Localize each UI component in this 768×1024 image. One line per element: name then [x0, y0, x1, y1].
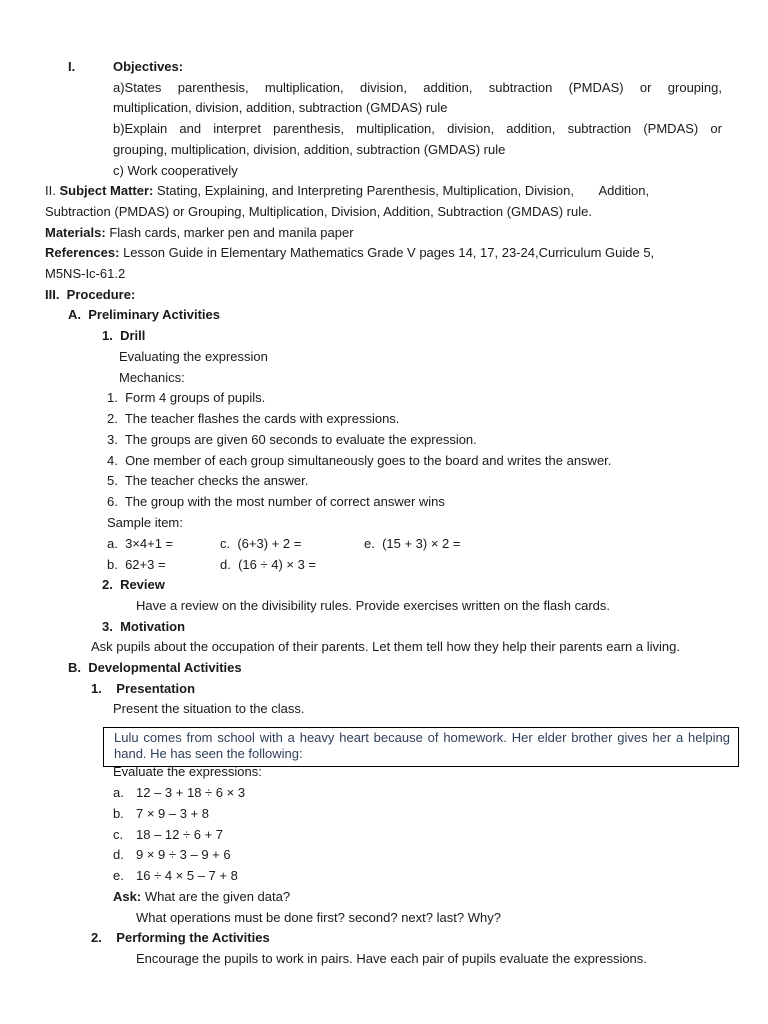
- motivation-heading: 3. Motivation: [102, 619, 186, 634]
- objectives-heading: Objectives:: [113, 59, 184, 74]
- sample-item-label: Sample item:: [107, 515, 183, 530]
- motivation-text: Ask pupils about the occupation of their parents. Let them tell how they help their parents earn a living.: [91, 639, 680, 654]
- expression-label: c.: [113, 827, 124, 842]
- drill-line2: Mechanics:: [119, 370, 185, 385]
- performing-text: Encourage the pupils to work in pairs. Have each pair of pupils evaluate the expressions.: [136, 951, 647, 966]
- sample-item-b: b. 62+3 =: [107, 557, 166, 572]
- references-line2: M5NS-Ic-61.2: [45, 266, 126, 281]
- presentation-text: Present the situation to the class.: [113, 701, 305, 716]
- drill-heading: 1. Drill: [102, 328, 146, 343]
- sample-item-c: c. (6+3) + 2 =: [220, 536, 302, 551]
- expression-text: 12 – 3 + 18 ÷ 6 × 3: [136, 785, 246, 800]
- sample-item-a: a. 3×4+1 =: [107, 536, 174, 551]
- expression-text: 18 – 12 ÷ 6 + 7: [136, 827, 224, 842]
- ask-text: What are the given data?: [144, 889, 291, 904]
- objective-c: c) Work cooperatively: [113, 163, 238, 178]
- materials-text: Flash cards, marker pen and manila paper: [109, 225, 354, 240]
- references-text: Lesson Guide in Elementary Mathematics Grade V pages 14, 17, 23-24,Curriculum Guide 5,: [123, 245, 655, 260]
- ask-line: [113, 889, 290, 905]
- sample-item-d: d. (16 ÷ 4) × 3 =: [220, 557, 317, 572]
- expression-label: a.: [113, 785, 124, 800]
- ask-followup: What operations must be done first? second? next? last? Why?: [136, 910, 501, 925]
- objective-a-line2: multiplication, division, addition, subtraction (GMDAS) rule: [113, 100, 448, 115]
- objective-b-line1: b)Explain and interpret parenthesis, multiplication, division, addition, subtraction (PMDAS) or: [113, 121, 722, 136]
- materials-label: Materials:: [45, 225, 106, 240]
- drill-step: 6. The group with the most number of correct answer wins: [107, 494, 445, 509]
- expression-text: 7 × 9 – 3 + 8: [136, 806, 210, 821]
- expression-label: d.: [113, 847, 124, 862]
- presentation-heading: 1. Presentation: [91, 681, 196, 696]
- drill-step: 4. One member of each group simultaneously goes to the board and writes the answer.: [107, 453, 612, 468]
- expression-label: e.: [113, 868, 124, 883]
- expression-text: 9 × 9 ÷ 3 – 9 + 6: [136, 847, 231, 862]
- ask-label: Ask:: [113, 889, 142, 904]
- subject-matter-text: Stating, Explaining, and Interpreting Parenthesis, Multiplication, Division, Addition,: [157, 183, 650, 198]
- objective-a-line1: a)States parenthesis, multiplication, division, addition, subtraction (PMDAS) or grouping,: [113, 80, 722, 95]
- subject-matter-line1: [45, 183, 649, 199]
- materials-line: [45, 225, 354, 241]
- evaluate-label: Evaluate the expressions:: [113, 764, 262, 779]
- procedure-heading: III. Procedure:: [45, 287, 136, 302]
- drill-step: 3. The groups are given 60 seconds to evaluate the expression.: [107, 432, 477, 447]
- drill-step: 5. The teacher checks the answer.: [107, 473, 309, 488]
- references-line1: [45, 245, 654, 261]
- drill-line1: Evaluating the expression: [119, 349, 268, 364]
- references-label: References:: [45, 245, 120, 260]
- subject-matter-label: Subject Matter:: [59, 183, 154, 198]
- review-text: Have a review on the divisibility rules. Provide exercises written on the flash cards.: [136, 598, 610, 613]
- sample-item-e: e. (15 + 3) × 2 =: [364, 536, 461, 551]
- objectives-number: I.: [68, 59, 76, 74]
- expression-text: 16 ÷ 4 × 5 – 7 + 8: [136, 868, 238, 883]
- expression-label: b.: [113, 806, 124, 821]
- drill-step: 1. Form 4 groups of pupils.: [107, 390, 266, 405]
- subject-matter-line2: Subtraction (PMDAS) or Grouping, Multiplication, Division, Addition, Subtraction (GMDAS) rule.: [45, 204, 592, 219]
- drill-step: 2. The teacher flashes the cards with expressions.: [107, 411, 400, 426]
- review-heading: 2. Review: [102, 577, 165, 592]
- objective-b-line2: grouping, multiplication, division, addition, subtraction (GMDAS) rule: [113, 142, 506, 157]
- performing-heading: 2. Performing the Activities: [91, 930, 270, 945]
- subject-matter-number: II.: [45, 183, 56, 198]
- preliminary-heading: A. Preliminary Activities: [68, 307, 220, 322]
- developmental-heading: B. Developmental Activities: [68, 660, 242, 675]
- situation-text: Lulu comes from school with a heavy heart because of homework. Her elder brother gives her a helping hand. He has seen the following:: [114, 730, 730, 761]
